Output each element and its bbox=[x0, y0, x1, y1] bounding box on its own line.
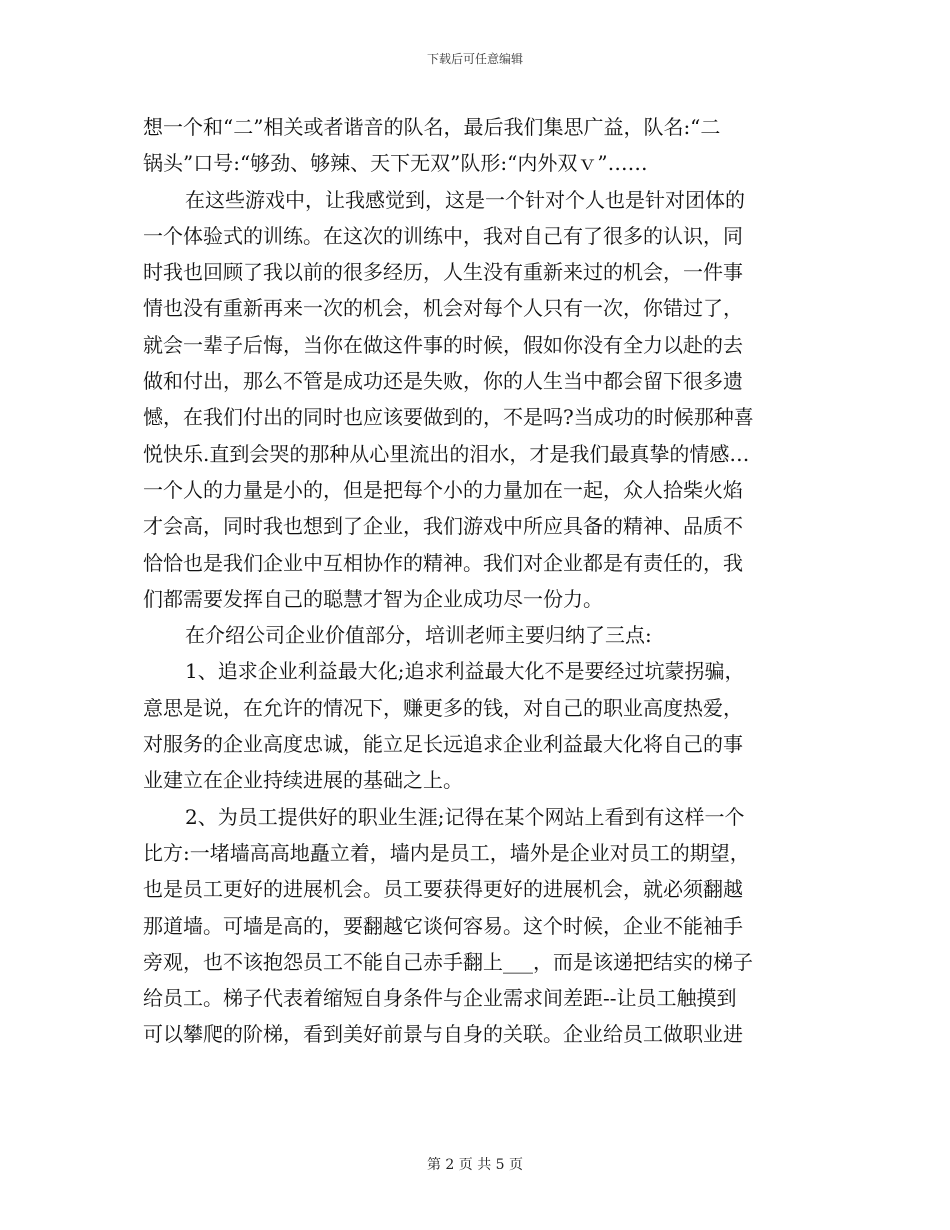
text-line: 比方:一堵墙高高地矗立着，墙内是员工，墙外是企业对员工的期望， bbox=[143, 840, 750, 865]
text-line: 也是员工更好的进展机会。员工要获得更好的进展机会，就必须翻越 bbox=[143, 877, 743, 902]
text-line: 2、为员工提供好的职业生涯;记得在某个网站上看到有这样一个 bbox=[185, 804, 745, 829]
document-body bbox=[143, 109, 808, 1053]
text-line: 一个人的力量是小的，但是把每个小的力量加在一起，众人拾柴火焰 bbox=[143, 477, 743, 502]
text-line: 做和付出，那么不管是成功还是失败，你的人生当中都会留下很多遗 bbox=[143, 369, 743, 394]
text-line: 那道墙。可墙是高的，要翻越它谈何容易。这个时候，企业不能袖手 bbox=[143, 913, 743, 938]
text-line: 业建立在企业持续进展的基础之上。 bbox=[143, 768, 463, 793]
text-line: 一个体验式的训练。在这次的训练中，我对自己有了很多的认识，同 bbox=[143, 223, 743, 248]
text-line: 憾，在我们付出的同时也应该要做到的，不是吗?当成功的时候那种喜 bbox=[143, 405, 754, 430]
text-line: 旁观，也不该抱怨员工不能自己赤手翻上___，而是该递把结实的梯子 bbox=[143, 949, 753, 974]
page-header: 下载后可任意编辑 bbox=[426, 52, 523, 66]
text-line: 们都需要发挥自己的聪慧才智为企业成功尽一份力。 bbox=[143, 586, 603, 611]
text-line: 对服务的企业高度忠诚，能立足长远追求企业利益最大化将自己的事 bbox=[143, 732, 743, 757]
text-line: 在这些游戏中，让我感觉到，这是一个针对个人也是针对团体的 bbox=[185, 187, 745, 212]
text-line: 给员工。梯子代表着缩短自身条件与企业需求间差距--让员工触摸到 bbox=[143, 986, 737, 1011]
text-line: 想一个和“二”相关或者谐音的队名，最后我们集思广益，队名:“二 bbox=[143, 115, 721, 139]
text-line: 就会一辈子后悔，当你在做这件事的时候，假如你没有全力以赴的去 bbox=[143, 332, 743, 357]
text-line: 时我也回顾了我以前的很多经历，人生没有重新来过的机会，一件事 bbox=[143, 260, 743, 285]
text-line: 悦快乐.直到会哭的那种从心里流出的泪水，才是我们最真挚的情感… bbox=[143, 441, 750, 466]
text-line: 恰恰也是我们企业中互相协作的精神。我们对企业都是有责任的，我 bbox=[143, 550, 743, 575]
page-footer: 第 2 页 共 5 页 bbox=[426, 1157, 524, 1173]
text-line: 锅头”口号:“够劲、够辣、天下无双”队形:“内外双ｖ”…… bbox=[143, 151, 648, 176]
text-line: 才会高，同时我也想到了企业，我们游戏中所应具备的精神、品质不 bbox=[143, 514, 743, 539]
text-line: 可以攀爬的阶梯，看到美好前景与自身的关联。企业给员工做职业进 bbox=[143, 1022, 743, 1047]
text-line: 情也没有重新再来一次的机会，机会对每个人只有一次，你错过了， bbox=[143, 296, 743, 321]
text-line: 1、追求企业利益最大化;追求利益最大化不是要经过坑蒙拐骗， bbox=[185, 659, 745, 684]
text-line: 在介绍公司企业价值部分，培训老师主要归纳了三点: bbox=[185, 623, 652, 648]
text-line: 意思是说，在允许的情况下，赚更多的钱，对自己的职业高度热爱， bbox=[143, 695, 743, 720]
